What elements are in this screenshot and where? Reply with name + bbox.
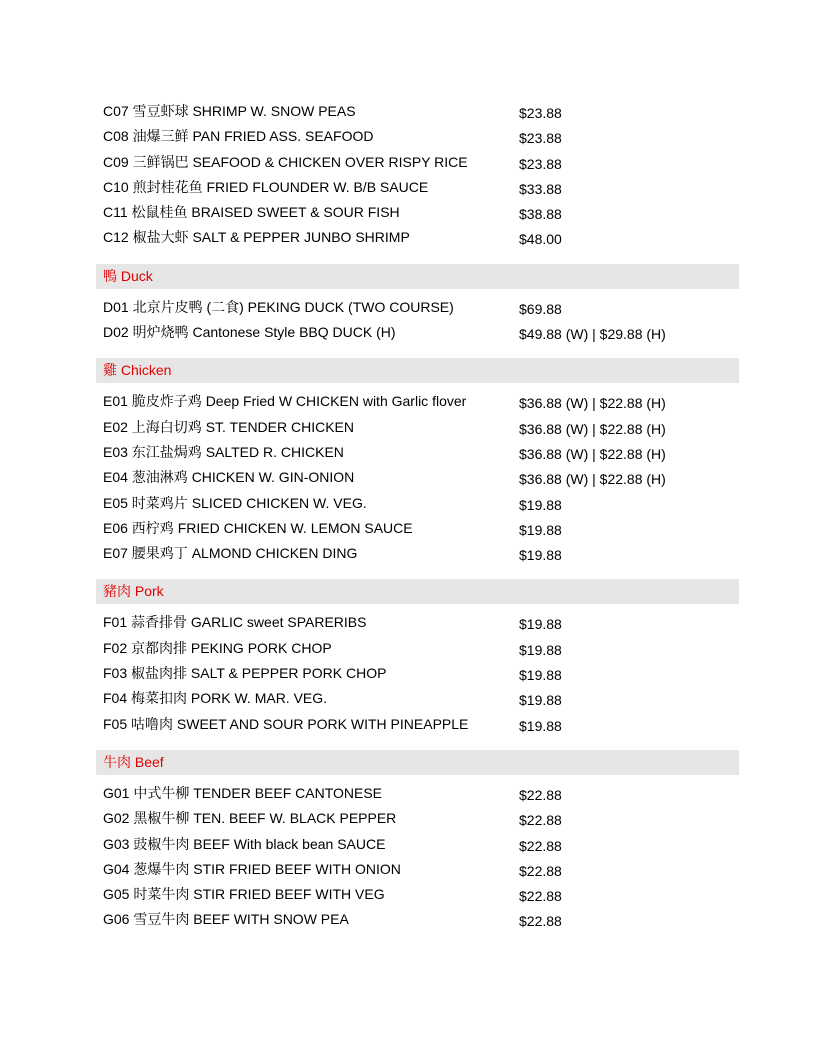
menu-item-price: $22.88 (519, 888, 562, 905)
menu-item-name: G03 豉椒牛肉 BEEF With black bean SAUCE (103, 835, 386, 852)
menu-item-name: F03 椒盐肉排 SALT & PEPPER PORK CHOP (103, 665, 387, 682)
menu-item (96, 513, 739, 538)
menu-item (96, 709, 739, 734)
menu-item-name: E01 脆皮炸子鸡 Deep Fried W CHICKEN with Garlic flover (103, 393, 467, 410)
menu-item-price: $23.88 (519, 155, 562, 172)
menu-document (96, 96, 739, 946)
menu-item-price: $36.88 (W) | $22.88 (H) (519, 395, 666, 412)
menu-item (96, 121, 739, 146)
menu-item-price: $22.88 (519, 862, 562, 879)
menu-item-name: G01 中式牛柳 TENDER BEEF CANTONESE (103, 784, 383, 801)
menu-item (96, 607, 739, 632)
menu-item-name: C07 雪豆虾球 SHRIMP W. SNOW PEAS (103, 103, 356, 119)
menu-item-price: $19.88 (519, 496, 562, 513)
menu-item-name: G06 雪豆牛肉 BEEF WITH SNOW PEA (103, 911, 349, 928)
menu-section (96, 264, 739, 343)
menu-item-price: $22.88 (519, 913, 562, 930)
menu-item (96, 386, 739, 411)
menu-item-name: E04 葱油淋鸡 CHICKEN W. GIN-ONION (103, 469, 355, 486)
menu-item (96, 96, 739, 121)
menu-item-name: E05 时菜鸡片 SLICED CHICKEN W. VEG. (103, 494, 367, 511)
menu-item-price: $19.88 (519, 717, 562, 734)
menu-item-name: E03 东江盐焗鸡 SALTED R. CHICKEN (103, 443, 344, 460)
menu-item (96, 879, 739, 904)
section-header: 雞 Chicken (96, 358, 739, 383)
menu-item (96, 412, 739, 437)
menu-item-price: $33.88 (519, 180, 562, 197)
menu-item (96, 197, 739, 222)
menu-item-name: D02 明炉烧鸭 Cantonese Style BBQ DUCK (H) (103, 324, 396, 341)
menu-item-name: C09 三鲜锅巴 SEAFOOD & CHICKEN OVER RISPY RICE (103, 153, 468, 170)
menu-item-price: $36.88 (W) | $22.88 (H) (519, 471, 666, 488)
menu-item-price: $22.88 (519, 786, 562, 803)
menu-item-name: E02 上海白切鸡 ST. TENDER CHICKEN (103, 418, 355, 435)
menu-item-price: $19.88 (519, 667, 562, 684)
menu-item (96, 147, 739, 172)
menu-item (96, 633, 739, 658)
menu-section (96, 579, 739, 733)
menu-item-name: F04 梅菜扣肉 PORK W. MAR. VEG. (103, 690, 328, 707)
menu-section (96, 358, 739, 563)
menu-item-price: $38.88 (519, 206, 562, 223)
menu-item (96, 538, 739, 563)
menu-item (96, 829, 739, 854)
menu-item (96, 683, 739, 708)
menu-item (96, 778, 739, 803)
menu-item-name: G04 葱爆牛肉 STIR FRIED BEEF WITH ONION (103, 860, 401, 877)
menu-item-name: E06 西柠鸡 FRIED CHICKEN W. LEMON SAUCE (103, 519, 413, 536)
menu-item (96, 292, 739, 317)
menu-item-price: $19.88 (519, 616, 562, 633)
section-header: 牛肉 Beef (96, 750, 739, 775)
menu-item (96, 904, 739, 929)
menu-item-price: $22.88 (519, 812, 562, 829)
menu-item-price: $23.88 (519, 105, 562, 121)
menu-section (96, 96, 739, 248)
menu-item-price: $19.88 (519, 641, 562, 658)
menu-item-price: $22.88 (519, 837, 562, 854)
menu-item-name: F01 蒜香排骨 GARLIC sweet SPARERIBS (103, 614, 367, 631)
menu-item-price: $36.88 (W) | $22.88 (H) (519, 445, 666, 462)
menu-item (96, 317, 739, 342)
menu-item (96, 437, 739, 462)
menu-item (96, 462, 739, 487)
menu-item-name: F02 京都肉排 PEKING PORK CHOP (103, 639, 332, 656)
section-header: 鴨 Duck (96, 264, 739, 289)
menu-item-price: $23.88 (519, 130, 562, 147)
menu-item-name: F05 咕噜肉 SWEET AND SOUR PORK WITH PINEAPPLE (103, 715, 469, 732)
section-header: 豬肉 Pork (96, 579, 739, 604)
menu-item-name: D01 北京片皮鸭 (二食) PEKING DUCK (TWO COURSE) (103, 298, 454, 315)
menu-item-name: C10 煎封桂花鱼 FRIED FLOUNDER W. B/B SAUCE (103, 178, 429, 195)
menu-item-price: $48.00 (519, 231, 562, 248)
menu-item-price: $19.88 (519, 692, 562, 709)
menu-item (96, 658, 739, 683)
menu-item-price: $19.88 (519, 547, 562, 564)
menu-item-price: $49.88 (W) | $29.88 (H) (519, 326, 666, 343)
menu-item (96, 488, 739, 513)
menu-item-name: C11 松鼠桂鱼 BRAISED SWEET & SOUR FISH (103, 204, 400, 221)
menu-item-name: C08 油爆三鲜 PAN FRIED ASS. SEAFOOD (103, 128, 374, 145)
menu-item-name: G02 黑椒牛柳 TEN. BEEF W. BLACK PEPPER (103, 810, 397, 827)
menu-item (96, 803, 739, 828)
menu-item-price: $69.88 (519, 300, 562, 317)
menu-item-name: C12 椒盐大虾 SALT & PEPPER JUNBO SHRIMP (103, 229, 410, 246)
menu-item-price: $19.88 (519, 521, 562, 538)
menu-section (96, 750, 739, 930)
menu-item (96, 854, 739, 879)
menu-item (96, 172, 739, 197)
menu-item-price: $36.88 (W) | $22.88 (H) (519, 420, 666, 437)
menu-item-name: G05 时菜牛肉 STIR FRIED BEEF WITH VEG (103, 886, 385, 903)
menu-item-name: E07 腰果鸡丁 ALMOND CHICKEN DING (103, 545, 358, 562)
menu-item (96, 222, 739, 247)
